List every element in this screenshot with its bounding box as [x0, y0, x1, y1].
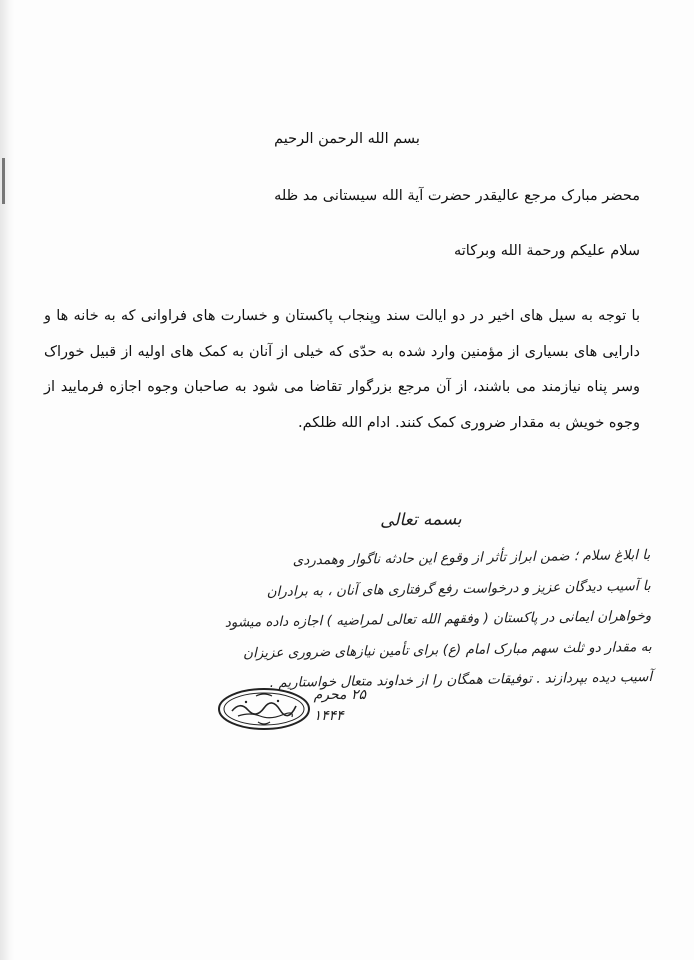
reply-line: وخواهران ایمانی در پاکستان ( وفقهم الله تعالی لمراضیه ) اجازه داده میشود — [224, 607, 652, 631]
edge-mark — [2, 158, 5, 204]
reply-line: با آسیب دیدگان عزیز و درخواست رفع گرفتاری های آنان ، به برادران — [266, 577, 651, 600]
handwritten-reply — [50, 540, 652, 702]
reply-line: با ابلاغ سلام ؛ ضمن ابراز تأثر از وقوع این حادثه ناگوار وهمدردی — [292, 546, 651, 569]
seal-stamp — [216, 686, 312, 732]
reply-line: آسیب دیده بپردازند . توفیقات همگان را از خداوند متعال خواستاریم . — [269, 668, 653, 691]
letter-body: با توجه به سیل های اخیر در دو ایالت سند وپنجاب پاکستان و خسارت های فراوانی که به خانه ها و دارایی های بسیاری از مؤمنین وارد شده به حدّی که خیلی از آنان به کمک های اولیه از قبیل خوراک وسر پناه نیازمند می باشند، از آن مرجع بزرگوار تقاضا می شود به صاحبان وجوه اجازه فرمایید از وجوه خویش به مقدار ضروری کمک کنند. ادام الله ظلکم. — [44, 308, 640, 431]
addressee-line: محضر مبارک مرجع عالیقدر حضرت آیة الله سیستانی مد ظله — [274, 188, 640, 204]
basmala-heading: بسم الله الرحمن الرحیم — [274, 131, 420, 147]
salutation-line: سلام علیکم ورحمة الله وبرکاته — [453, 243, 640, 259]
reply-date — [314, 685, 366, 727]
date-day-month: ۲۵ محرم — [313, 687, 366, 703]
reply-line: به مقدار دو ثلث سهم مبارک امام (ع) برای تأمین نیازهای ضروری عزیزان — [242, 638, 652, 661]
date-year: ۱۴۴۴ — [313, 708, 344, 724]
reply-heading: بسمه تعالی — [380, 509, 463, 531]
